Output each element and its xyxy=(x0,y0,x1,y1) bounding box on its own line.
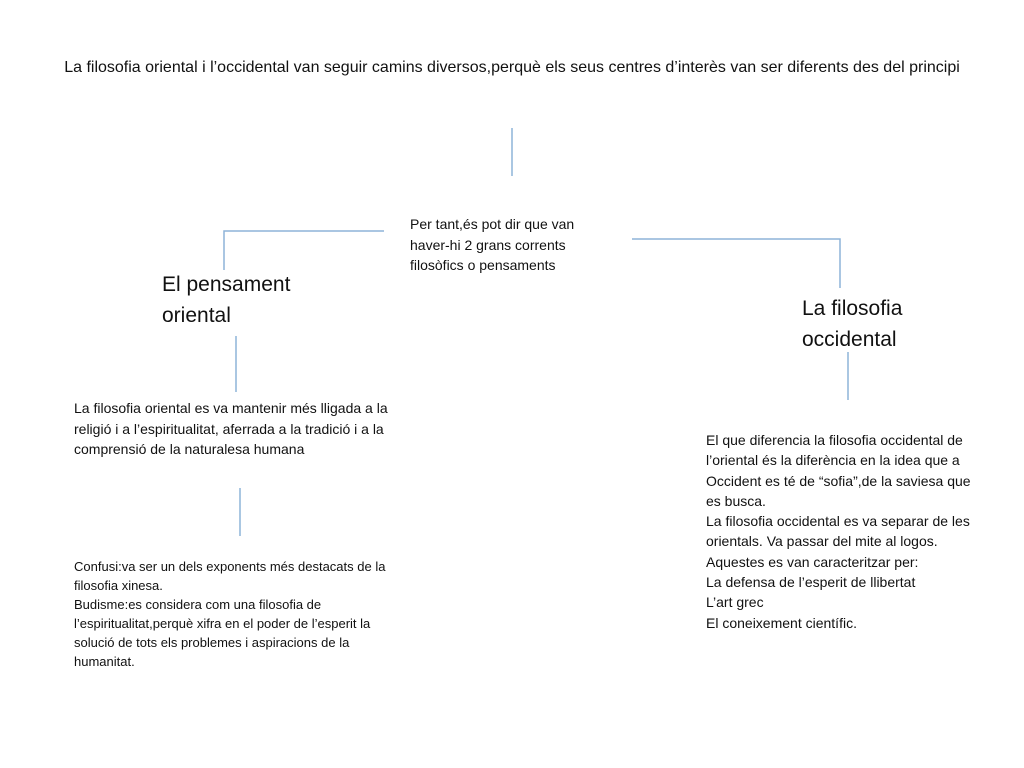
example-budisme: Budisme:es considera com una filosofia de l’espiritualitat,perquè xifra en el poder de l’esperit la solució de tots els problemes i aspiracions de la humanitat. xyxy=(74,597,371,669)
right-branch-heading: La filosofia occidental xyxy=(802,297,903,351)
right-branch-description xyxy=(706,430,986,633)
diagram-title: La filosofia oriental i l’occidental van seguir camins diversos,perquè els seus centres d’interès van ser diferents des del principi xyxy=(64,59,960,76)
left-branch-examples xyxy=(74,557,402,671)
right-desc-paragraph: El que diferencia la filosofia occidental de l’oriental és la diferència en la idea que a Occident es té de “sofia”,de la saviesa que es busca. xyxy=(706,432,971,509)
left-branch-heading: El pensament oriental xyxy=(162,273,291,327)
left-branch-description: La filosofia oriental es va mantenir més lligada a la religió i a l’espiritualitat, aferrada a la tradició i a la comprensió de la naturalesa humana xyxy=(74,400,388,457)
right-desc-characteristics: Aquestes es van caracteritzar per: La defensa de l’esperit de llibertat L’art grec El coneixement científic. xyxy=(706,553,919,631)
center-note: Per tant,és pot dir que van haver-hi 2 grans corrents filosòfics o pensaments xyxy=(410,216,575,273)
connector-center-to-left xyxy=(224,231,384,270)
example-confuci: Confusi:va ser un dels exponents més destacats de la filosofia xinesa. xyxy=(74,559,386,593)
connector-center-to-right xyxy=(632,239,840,288)
right-desc-paragraph: La filosofia occidental es va separar de les orientals. Va passar del mite al logos. xyxy=(706,513,970,550)
